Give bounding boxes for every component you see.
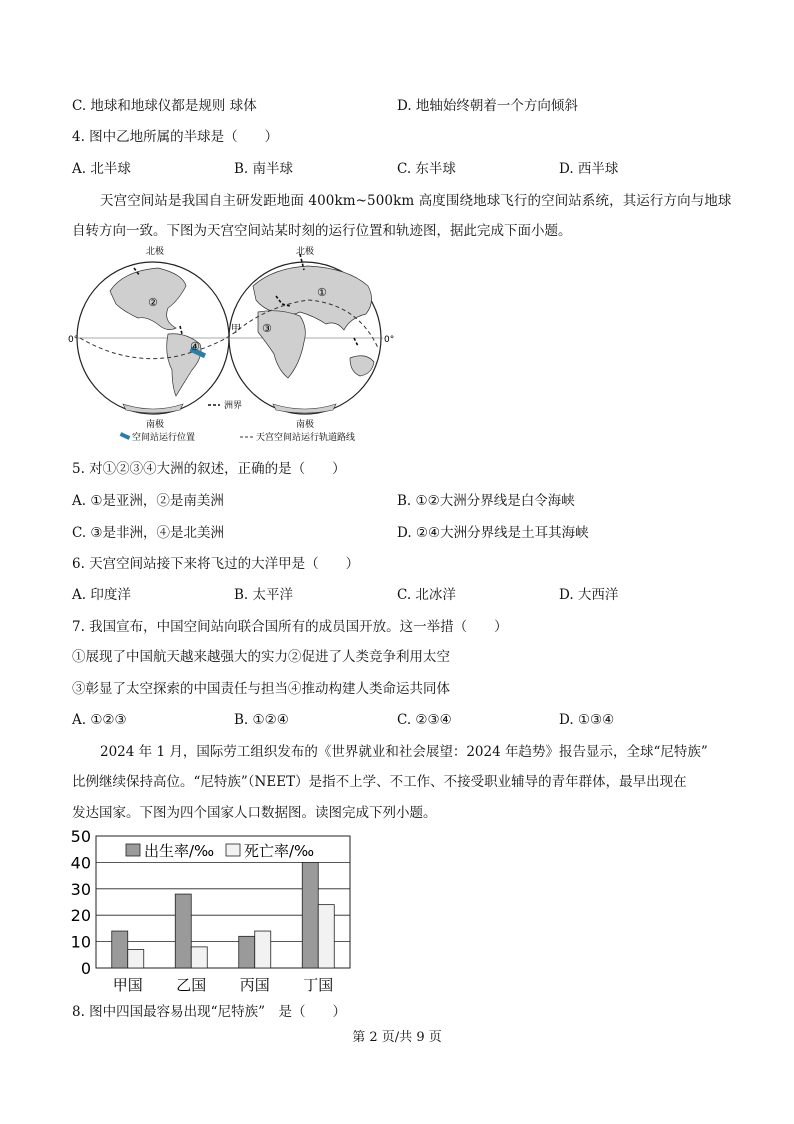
- continent-2-label: ②: [148, 296, 158, 309]
- q7-line2: ③彰显了太空探索的中国责任与担当④推动构建人类命运共同体: [72, 681, 450, 697]
- passage2-line2: 比例继续保持高位。“尼特族”（NEET）是指不上学、不工作、不接受职业辅导的青年群体，最早出现在: [72, 774, 687, 790]
- bar-乙国-death: [191, 947, 207, 968]
- ocean-jia-label: 甲: [231, 324, 241, 335]
- passage1-line1: 天宫空间站是我国自主研发距地面 400km~500km 高度围绕地球飞行的空间站系统，其运行方向与地球: [100, 193, 732, 209]
- bar-丁国-birth: [302, 862, 318, 968]
- y-tick-label-40: 40: [70, 853, 91, 873]
- x-tick-label-0: 甲国: [112, 976, 143, 994]
- q5-stem: 5. 对①②③④大洲的叙述，正确的是（ ）: [72, 461, 346, 477]
- q4-option-c: C. 东半球: [397, 161, 456, 177]
- q7-option-a: A. ①②③: [72, 712, 127, 728]
- hemispheres-map: [68, 246, 398, 446]
- equator-right-label: 0°: [384, 335, 395, 345]
- q7-line1: ①展现了中国航天越来越强大的实力②促进了人类竞争利用太空: [72, 649, 450, 665]
- legend-label-0: 出生率/‰: [144, 842, 215, 860]
- q7-stem: 7. 我国宣布，中国空间站向联合国所有的成员国开放。这一举措（ ）: [72, 619, 508, 635]
- page-footer: 第 2 页/共 9 页: [352, 1030, 442, 1045]
- y-tick-label-0: 0: [80, 959, 91, 978]
- q5-option-b: B. ①②大洲分界线是白令海峡: [397, 493, 575, 509]
- bar-丁国-death: [318, 905, 334, 968]
- bar-丙国-death: [255, 931, 271, 968]
- south-pole-left-label: 南极: [146, 420, 165, 430]
- passage2-line1: 2024 年 1 月，国际劳工组织发布的《世界就业和社会展望：2024 年趋势》报告显示，全球“尼特族”: [100, 744, 708, 760]
- q5-option-c: C. ③是非洲，④是北美洲: [72, 525, 225, 541]
- legend-swatch-0: [126, 844, 140, 856]
- south-pole-right-label: 南极: [296, 420, 315, 430]
- continent-1-label: ①: [317, 286, 327, 299]
- q6-option-d: D. 大西洋: [559, 587, 619, 603]
- legend-swatch-1: [226, 844, 240, 856]
- y-tick-label-50: 50: [70, 830, 91, 846]
- q7-option-d: D. ①③④: [559, 712, 615, 728]
- q6-option-a: A. 印度洋: [72, 587, 131, 603]
- north-pole-left-label: 北极: [146, 247, 165, 257]
- x-tick-label-3: 丁国: [303, 976, 334, 994]
- bar-乙国-birth: [175, 894, 191, 968]
- equator-left-label: 0°: [68, 335, 79, 345]
- q8-stem: 8. 图中四国最容易出现“尼特族” 是（ ）: [72, 1004, 346, 1020]
- birth-death-rate-chart: [60, 830, 360, 1000]
- y-tick-label-20: 20: [70, 906, 91, 926]
- x-tick-label-1: 乙国: [176, 976, 207, 994]
- passage2-line3: 发达国家。下图为四个国家人口数据图。读图完成下列小题。: [72, 805, 437, 821]
- q3-option-c: C. 地球和地球仪都是规则 球体: [72, 98, 257, 114]
- q7-option-b: B. ①②④: [234, 712, 289, 728]
- y-tick-label-10: 10: [70, 932, 91, 952]
- q3-option-d: D. 地轴始终朝着一个方向倾斜: [397, 98, 578, 114]
- passage1-line2: 自转方向一致。下图为天宫空间站某时刻的运行位置和轨迹图，据此完成下面小题。: [72, 223, 572, 239]
- legend-station-icon: [120, 432, 131, 440]
- x-tick-label-2: 丙国: [239, 976, 270, 994]
- q4-option-a: A. 北半球: [72, 161, 131, 177]
- y-tick-label-30: 30: [70, 879, 91, 899]
- north-pole-right-label: 北极: [296, 247, 315, 257]
- q4-stem: 4. 图中乙地所属的半球是（ ）: [72, 129, 279, 145]
- legend-track-label: 天宫空间站运行轨道路线: [256, 433, 356, 443]
- q5-option-a: A. ①是亚洲，②是南美洲: [72, 493, 224, 509]
- q5-option-d: D. ②④大洲分界线是土耳其海峡: [397, 525, 589, 541]
- legend-label-1: 死亡率/‰: [244, 842, 315, 860]
- legend-station-label: 空间站运行位置: [132, 433, 196, 443]
- bar-甲国-death: [128, 950, 144, 968]
- q4-option-d: D. 西半球: [559, 161, 619, 177]
- q6-option-c: C. 北冰洋: [397, 587, 456, 603]
- q6-option-b: B. 太平洋: [234, 587, 294, 603]
- bar-甲国-birth: [112, 931, 128, 968]
- bar-丙国-birth: [239, 936, 255, 968]
- continent-4-label: ④: [190, 340, 200, 353]
- q6-stem: 6. 天宫空间站接下来将飞过的大洋甲是（ ）: [72, 556, 360, 572]
- q4-option-b: B. 南半球: [234, 161, 294, 177]
- legend-boundary-label: 洲界: [224, 401, 243, 411]
- q7-option-c: C. ②③④: [397, 712, 452, 728]
- continent-3-label: ③: [262, 322, 272, 335]
